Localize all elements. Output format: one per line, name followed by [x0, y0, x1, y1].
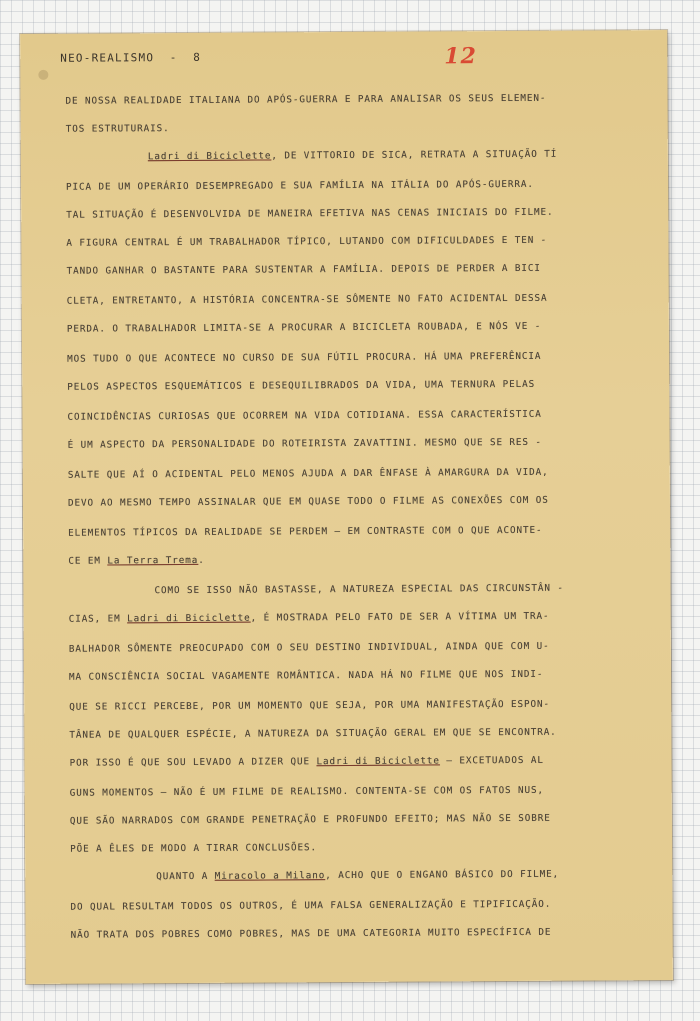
text-run: .: [198, 554, 205, 566]
text-run: TANDO GANHAR O BASTANTE PARA SUSTENTAR A FAMÍLIA. DEPOIS DE PERDER A BICI: [66, 262, 541, 277]
text-line: [69, 641, 659, 654]
text-line: [68, 467, 658, 480]
text-line: [68, 437, 658, 450]
underlined-film-title: Ladri di Biciclette: [147, 150, 272, 163]
text-run: CE EM: [68, 555, 108, 567]
text-line: [68, 553, 658, 566]
text-run: SALTE QUE AÍ O ACIDENTAL PELO MENOS AJUDA A DAR ÊNFASE À AMARGURA DA VIDA,: [67, 466, 549, 481]
text-run: CLETA, ENTRETANTO, A HISTÓRIA CONCENTRA-SE SÔMENTE NO FATO ACIDENTAL DESSA: [66, 292, 548, 307]
text-line: [70, 841, 660, 854]
text-line: [154, 583, 700, 596]
text-run: PICA DE UM OPERÁRIO DESEMPREGADO E SUA FAMÍLIA NA ITÁLIA DO APÓS-GUERRA.: [66, 178, 534, 193]
text-run: COMO SE ISSO NÃO BASTASSE, A NATUREZA ESPECIAL DAS CIRCUNSTÂN -: [154, 582, 564, 597]
text-line: [68, 495, 658, 508]
text-run: PELOS ASPECTOS ESQUEMÁTICOS E DESEQUILIBRADOS DA VIDA, UMA TERNURA PELAS: [67, 378, 536, 393]
text-run: GUNS MOMENTOS — NÃO É UM FILME DE REALISMO. CONTENTA-SE COM OS FATOS NUS,: [69, 784, 545, 799]
text-line: [66, 235, 656, 248]
underlined-film-title: La Terra Trema: [107, 554, 199, 567]
handwritten-page-number: 12: [444, 43, 477, 70]
typewritten-page: [20, 30, 673, 984]
text-run: , ACHO QUE O ENGANO BÁSICO DO FILME,: [325, 868, 560, 882]
text-run: QUE SÃO NARRADOS COM GRANDE PENETRAÇÃO E PROFUNDO EFEITO; MAS NÃO SE SOBRE: [69, 812, 551, 827]
underlined-film-title: Ladri di Biciclette: [316, 755, 440, 768]
text-line: [69, 699, 659, 712]
text-line: [68, 525, 658, 538]
text-line: [69, 669, 659, 682]
text-run: , DE VITTORIO DE SICA, RETRATA A SITUAÇÃO TÍ: [271, 148, 558, 162]
text-line: [67, 321, 657, 334]
text-line: [148, 149, 700, 162]
text-line: [67, 409, 657, 422]
paper-stain: [38, 70, 48, 80]
text-line: [69, 611, 659, 624]
text-run: DE NOSSA REALIDADE ITALIANA DO APÓS-GUERRA E PARA ANALISAR OS SEUS ELEMEN-: [65, 92, 547, 107]
text-line: [70, 755, 660, 768]
underlined-film-title: Ladri di Biciclette: [127, 612, 251, 625]
text-run: NÃO TRATA DOS POBRES COMO POBRES, MAS DE UMA CATEGORIA MUITO ESPECÍFICA DE: [70, 926, 552, 941]
text-line: [66, 179, 656, 192]
text-run: ELEMENTOS TÍPICOS DA REALIDADE SE PERDEM — EM CONTRASTE COM O QUE ACONTE-: [68, 524, 543, 539]
text-run: A FIGURA CENTRAL É UM TRABALHADOR TÍPICO, LUTANDO COM DIFICULDADES E TEN -: [66, 234, 548, 249]
text-run: PÕE A ÊLES DE MODO A TIRAR CONCLUSÕES.: [70, 842, 318, 855]
text-run: CIAS, EM: [68, 613, 128, 625]
text-run: COINCIDÊNCIAS CURIOSAS QUE OCORREM NA VIDA COTIDIANA. ESSA CARACTERÍSTICA: [67, 408, 542, 423]
text-run: POR ISSO É QUE SOU LEVADO A DIZER QUE: [69, 756, 317, 769]
text-line: [67, 351, 657, 364]
text-line: [71, 927, 661, 940]
text-line: [67, 379, 657, 392]
text-run: MOS TUDO O QUE ACONTECE NO CURSO DE SUA FÚTIL PROCURA. HÁ UMA PREFERÊNCIA: [67, 350, 542, 365]
text-line: [70, 813, 660, 826]
text-run: — EXCETUADOS AL: [439, 754, 544, 767]
underlined-film-title: Miracolo a Milano: [214, 870, 326, 882]
text-run: , É MOSTRADA PELO FATO DE SER A VÍTIMA UM TRA-: [250, 610, 550, 624]
text-line: [67, 293, 657, 306]
text-run: TAL SITUAÇÃO É DESENVOLVIDA DE MANEIRA EFETIVA NAS CENAS INICIAIS DO FILME.: [66, 206, 554, 221]
text-line: [156, 869, 700, 882]
page-header: NEO-REALISMO - 8: [60, 50, 202, 65]
text-run: TOS ESTRUTURAIS.: [65, 123, 170, 135]
text-run: QUANTO A: [156, 870, 215, 883]
text-line: [65, 93, 655, 106]
text-line: [70, 899, 660, 912]
text-run: PERDA. O TRABALHADOR LIMITA-SE A PROCURAR A BICICLETA ROUBADA, E NÓS VE -: [66, 320, 542, 335]
text-line: [67, 263, 657, 276]
text-line: [66, 207, 656, 220]
text-run: TÂNEA DE QUALQUER ESPÉCIE, A NATUREZA DA SITUAÇÃO GERAL EM QUE SE ENCONTRA.: [69, 726, 557, 741]
text-run: MA CONSCIÊNCIA SOCIAL VAGAMENTE ROMÂNTICA. NADA HÁ NO FILME QUE NOS INDI-: [69, 668, 544, 683]
text-run: DEVO AO MESMO TEMPO ASSINALAR QUE EM QUASE TODO O FILME AS CONEXÕES COM OS: [67, 494, 549, 509]
text-run: QUE SE RICCI PERCEBE, POR UM MOMENTO QUE SEJA, POR UMA MANIFESTAÇÃO ESPON-: [69, 698, 551, 713]
text-line: [70, 785, 660, 798]
text-run: DO QUAL RESULTAM TODOS OS OUTROS, É UMA FALSA GENERALIZAÇÃO E TIPIFICAÇÃO.: [70, 898, 552, 913]
text-line: [66, 121, 656, 134]
text-run: BALHADOR SÔMENTE PREOCUPADO COM O SEU DESTINO INDIVIDUAL, AINDA QUE COM U-: [68, 640, 550, 655]
text-run: É UM ASPECTO DA PERSONALIDADE DO ROTEIRISTA ZAVATTINI. MESMO QUE SE RES -: [67, 436, 542, 451]
text-line: [69, 727, 659, 740]
